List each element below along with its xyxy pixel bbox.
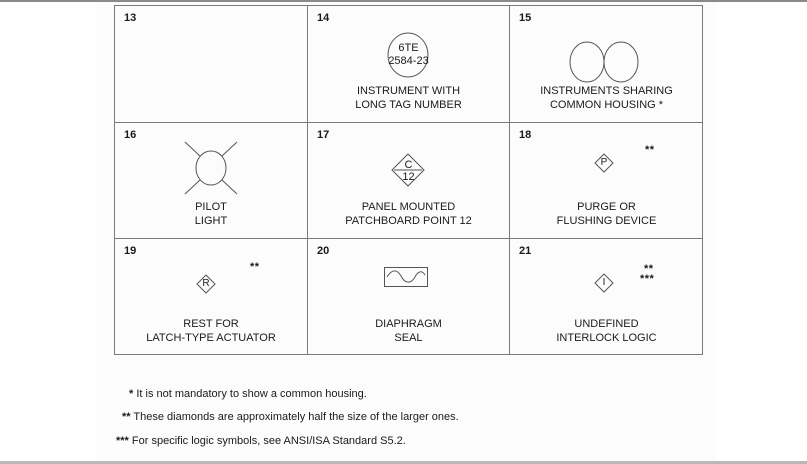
footnote-2: ** These diamonds are approximately half the size of the larger ones. [122, 411, 459, 423]
cell-number: 14 [317, 12, 330, 24]
diaphragm-seal-icon [384, 267, 428, 287]
cell-13 [115, 6, 307, 122]
cell-label: INSTRUMENTS SHARING COMMON HOUSING * [540, 85, 673, 111]
cell-19 [115, 239, 307, 355]
cell-label: UNDEFINED INTERLOCK LOGIC [556, 318, 657, 344]
footnote-mark: ** [644, 263, 654, 275]
cell-number: 15 [519, 12, 532, 24]
cell-15 [510, 6, 703, 122]
cell-label: DIAPHRAGM SEAL [375, 318, 442, 344]
cell-21 [510, 239, 703, 355]
diamond-letter: R [202, 278, 210, 289]
cell-label: PURGE OR FLUSHING DEVICE [556, 201, 657, 227]
cell-number: 16 [124, 129, 137, 141]
double-circle-icon [569, 41, 641, 83]
cell-20 [308, 239, 509, 355]
diamond-letter: I [602, 277, 606, 288]
tag-line-2: 2584-23 [388, 55, 429, 67]
cell-14 [308, 6, 509, 122]
cell-16 [115, 123, 307, 238]
cell-17 [308, 123, 509, 238]
cell-label: REST FOR LATCH-TYPE ACTUATOR [146, 318, 276, 344]
footnote-3: *** For specific logic symbols, see ANSI/ISA Standard S5.2. [116, 435, 406, 447]
cell-number: 17 [317, 129, 330, 141]
cell-number: 18 [519, 129, 532, 141]
diamond-letter: P [600, 157, 608, 168]
symbol-table [114, 5, 703, 355]
footnote-mark: *** [640, 273, 655, 285]
diamond-bottom-text: 12 [402, 171, 415, 183]
footnote-mark: ** [250, 261, 260, 273]
cell-18 [510, 123, 703, 238]
footnote-mark: ** [645, 144, 655, 156]
diamond-top-text: C [404, 159, 413, 171]
cell-number: 19 [124, 245, 137, 257]
cell-label: PILOT LIGHT [194, 201, 228, 227]
cell-number: 20 [317, 245, 330, 257]
pilot-light-icon [183, 140, 239, 196]
cell-label: PANEL MOUNTED PATCHBOARD POINT 12 [345, 201, 472, 227]
cell-number: 21 [519, 245, 532, 257]
cell-label: INSTRUMENT WITH LONG TAG NUMBER [355, 85, 462, 111]
tag-line-1: 6TE [398, 42, 419, 54]
cell-number: 13 [124, 12, 137, 24]
footnote-1: * It is not mandatory to show a common housing. [129, 388, 367, 400]
